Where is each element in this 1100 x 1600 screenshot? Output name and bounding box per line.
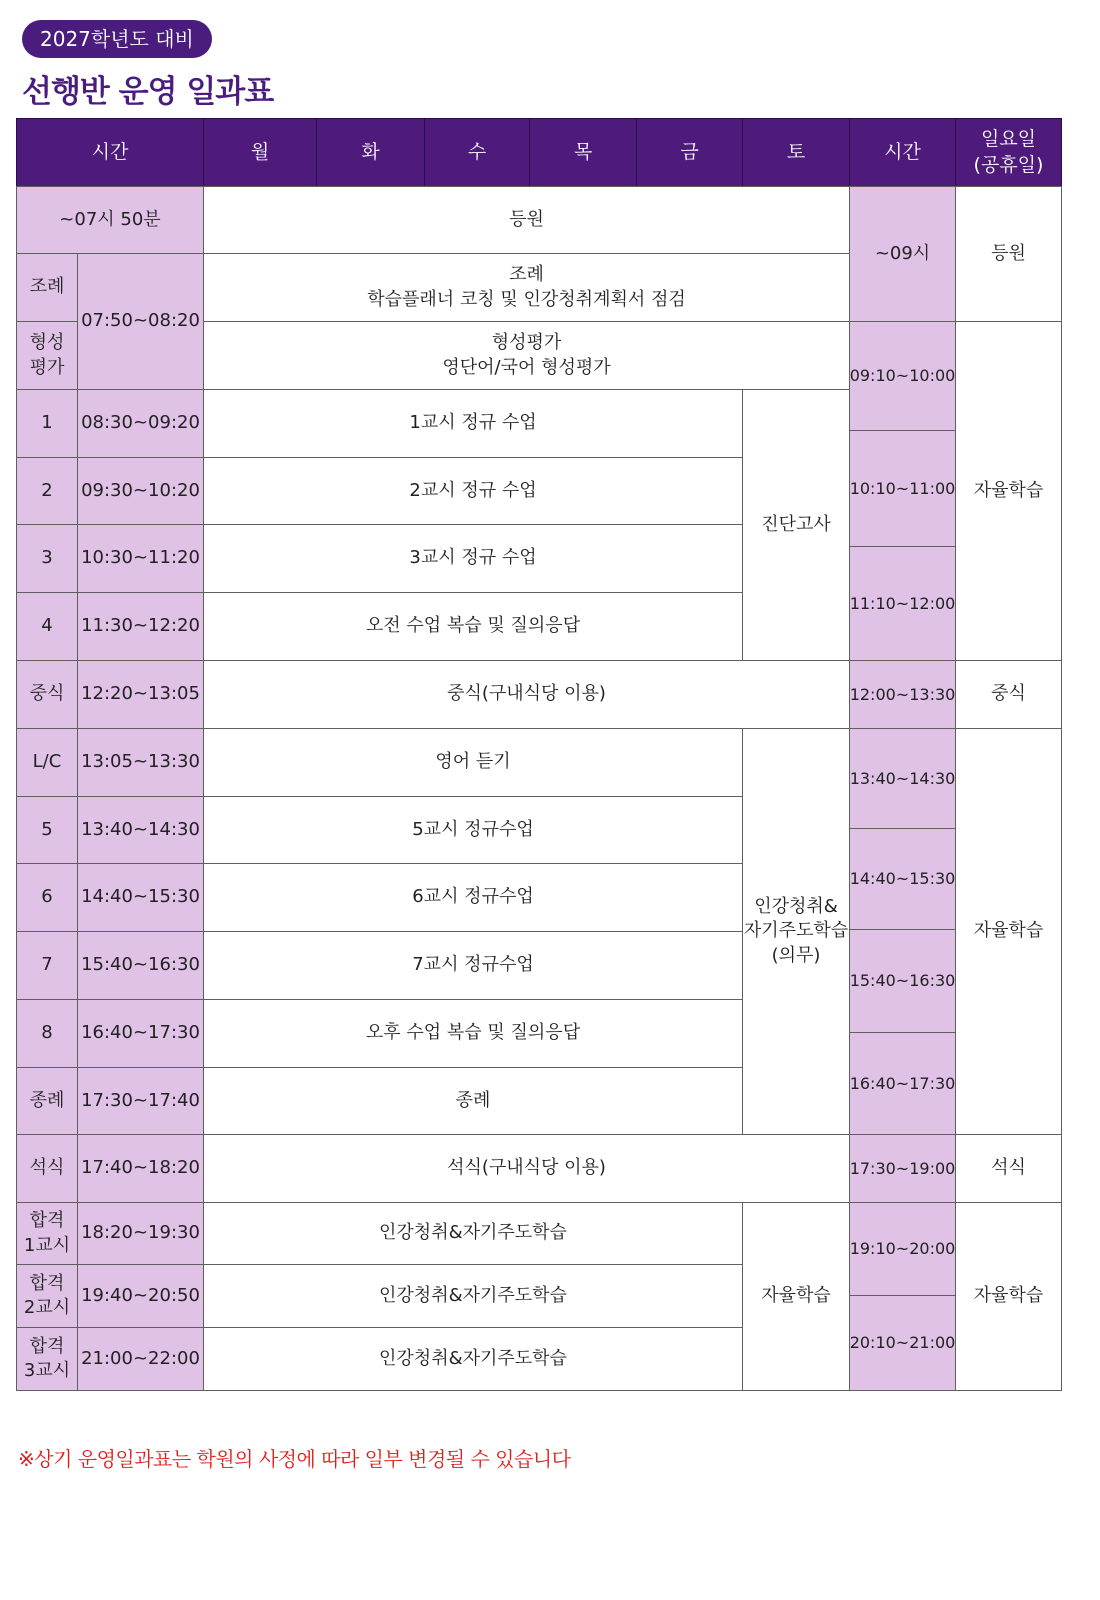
year-badge: 2027학년도 대비 [22, 20, 212, 58]
row-label: 조례 [16, 253, 78, 322]
header-time-sunday: 시간 [849, 118, 956, 187]
weekday-activity [203, 321, 850, 390]
weekday-activity-line: 중식(구내식당 이용) [447, 683, 606, 705]
sunday-time: 10:10~11:00 [849, 430, 956, 547]
sunday-time: 15:40~16:30 [849, 929, 956, 1033]
page-title: 선행반 운영 일과표 [22, 74, 274, 110]
row-label-arrival: ~07시 50분 [16, 186, 204, 254]
weekday-activity-line: 조례 [509, 264, 544, 286]
row-label: 3 [16, 524, 78, 593]
row-label-line: 2교시 [23, 1297, 71, 1318]
row-time: 10:30~11:20 [77, 524, 204, 593]
weekday-activity [203, 1327, 743, 1391]
weekday-activity [203, 660, 850, 729]
header-sat: 토 [742, 118, 850, 187]
weekday-activity-line: 종례 [455, 1089, 491, 1111]
row-label-line: 합격 [29, 1272, 65, 1294]
weekday-activity [203, 1202, 743, 1265]
sunday-time: 14:40~15:30 [849, 828, 956, 930]
row-label [16, 1202, 78, 1265]
row-label: 종례 [16, 1067, 78, 1135]
weekday-activity [203, 389, 743, 458]
weekday-activity [203, 1134, 850, 1203]
row-time: 08:30~09:20 [77, 389, 204, 458]
row-time: 11:30~12:20 [77, 592, 204, 661]
weekday-activity [203, 1067, 743, 1135]
weekday-activity [203, 999, 743, 1068]
row-label: 7 [16, 931, 78, 1000]
sunday-activity: 자율학습 [955, 321, 1062, 661]
weekday-activity-line: 오전 수업 복습 및 질의응답 [365, 615, 581, 637]
weekday-activity [203, 796, 743, 864]
weekday-activity-line: 7교시 정규수업 [412, 954, 534, 976]
row-time: 14:40~15:30 [77, 863, 204, 932]
header-sunday [955, 118, 1062, 187]
sunday-time: 20:10~21:00 [849, 1295, 956, 1391]
row-time: 19:40~20:50 [77, 1264, 204, 1328]
row-time: 09:30~10:20 [77, 457, 204, 525]
saturday-self-study: 자율학습 [742, 1202, 850, 1391]
weekday-activity-line: 학습플래너 코칭 및 인강청취계획서 점검 [367, 288, 686, 310]
row-label: L/C [16, 728, 78, 797]
row-label: 2 [16, 457, 78, 525]
weekday-activity-line: 인강청취&자기주도학습 [379, 1347, 567, 1369]
row-time: 21:00~22:00 [77, 1327, 204, 1391]
notice-text: ※상기 운영일과표는 학원의 사정에 따라 일부 변경될 수 있습니다 [18, 1447, 571, 1471]
weekday-activity-line: 1교시 정규 수업 [409, 412, 537, 434]
row-time: 16:40~17:30 [77, 999, 204, 1068]
weekday-activity [203, 728, 743, 797]
weekday-activity [203, 186, 850, 254]
row-time: 18:20~19:30 [77, 1202, 204, 1265]
row-time: 13:40~14:30 [77, 796, 204, 864]
weekday-activity-line: 5교시 정규수업 [412, 818, 534, 840]
saturday-diagnostic: 진단고사 [742, 389, 850, 661]
sunday-time: 17:30~19:00 [849, 1134, 956, 1203]
weekday-activity [203, 1264, 743, 1328]
saturday-lecture-study-line: 인강청취& [754, 896, 838, 918]
row-label-line: 3교시 [23, 1360, 71, 1381]
header-mon: 월 [203, 118, 317, 187]
header-sunday-line: 일요일 [980, 127, 1037, 150]
row-label [16, 1327, 78, 1391]
row-label-line: 평가 [29, 356, 65, 378]
row-label: 1 [16, 389, 78, 458]
weekday-activity-line: 2교시 정규 수업 [409, 479, 537, 501]
weekday-activity-line: 인강청취&자기주도학습 [379, 1284, 567, 1306]
header-fri: 금 [636, 118, 743, 187]
weekday-activity [203, 863, 743, 932]
row-label: 석식 [16, 1134, 78, 1203]
sunday-activity: 자율학습 [955, 728, 1062, 1135]
saturday-lecture-study-line: (의무) [771, 944, 821, 966]
row-label: 8 [16, 999, 78, 1068]
sunday-activity: 자율학습 [955, 1202, 1062, 1391]
header-sunday-line: (공휴일) [973, 153, 1044, 176]
saturday-lecture-study [742, 728, 850, 1135]
weekday-activity [203, 931, 743, 1000]
row-label: 5 [16, 796, 78, 864]
row-time: 07:50~08:20 [77, 253, 204, 390]
schedule-table [16, 118, 1076, 1420]
sunday-time: 16:40~17:30 [849, 1032, 956, 1135]
weekday-activity-line: 형성평가 [491, 332, 562, 354]
weekday-activity [203, 592, 743, 661]
row-time: 17:40~18:20 [77, 1134, 204, 1203]
weekday-activity [203, 457, 743, 525]
header-time: 시간 [16, 118, 204, 187]
weekday-activity-line: 영어 듣기 [435, 751, 511, 773]
sunday-activity: 등원 [955, 186, 1062, 322]
sunday-time: 12:00~13:30 [849, 660, 956, 729]
sunday-time: 13:40~14:30 [849, 728, 956, 829]
weekday-activity [203, 253, 850, 322]
row-time: 13:05~13:30 [77, 728, 204, 797]
row-time: 12:20~13:05 [77, 660, 204, 729]
row-label [16, 321, 78, 390]
sunday-activity: 석식 [955, 1134, 1062, 1203]
sunday-time: 09:10~10:00 [849, 321, 956, 431]
row-label-line: 합격 [29, 1210, 65, 1232]
weekday-activity-line: 인강청취&자기주도학습 [379, 1222, 567, 1244]
header-thu: 목 [529, 118, 637, 187]
weekday-activity [203, 524, 743, 593]
weekday-activity-line: 영단어/국어 형성평가 [442, 356, 611, 378]
weekday-activity-line: 6교시 정규수업 [412, 886, 534, 908]
row-label: 4 [16, 592, 78, 661]
row-label-line: 1교시 [23, 1234, 71, 1256]
row-time: 15:40~16:30 [77, 931, 204, 1000]
row-label [16, 1264, 78, 1328]
saturday-lecture-study-line: 자기주도학습 [743, 920, 849, 942]
weekday-activity-line: 석식(구내식당 이용) [447, 1157, 606, 1179]
sunday-time: 19:10~20:00 [849, 1202, 956, 1296]
row-time: 17:30~17:40 [77, 1067, 204, 1135]
header-tue: 화 [316, 118, 425, 187]
sunday-time: 11:10~12:00 [849, 546, 956, 661]
row-label: 6 [16, 863, 78, 932]
weekday-activity-line: 등원 [509, 208, 544, 230]
row-label-line: 형성 [29, 332, 65, 354]
row-label-line: 합격 [29, 1335, 65, 1357]
sunday-activity: 중식 [955, 660, 1062, 729]
row-label: 중식 [16, 660, 78, 729]
sunday-time: ~09시 [849, 186, 956, 322]
weekday-activity-line: 오후 수업 복습 및 질의응답 [365, 1022, 581, 1044]
header-wed: 수 [424, 118, 530, 187]
weekday-activity-line: 3교시 정규 수업 [409, 547, 537, 569]
